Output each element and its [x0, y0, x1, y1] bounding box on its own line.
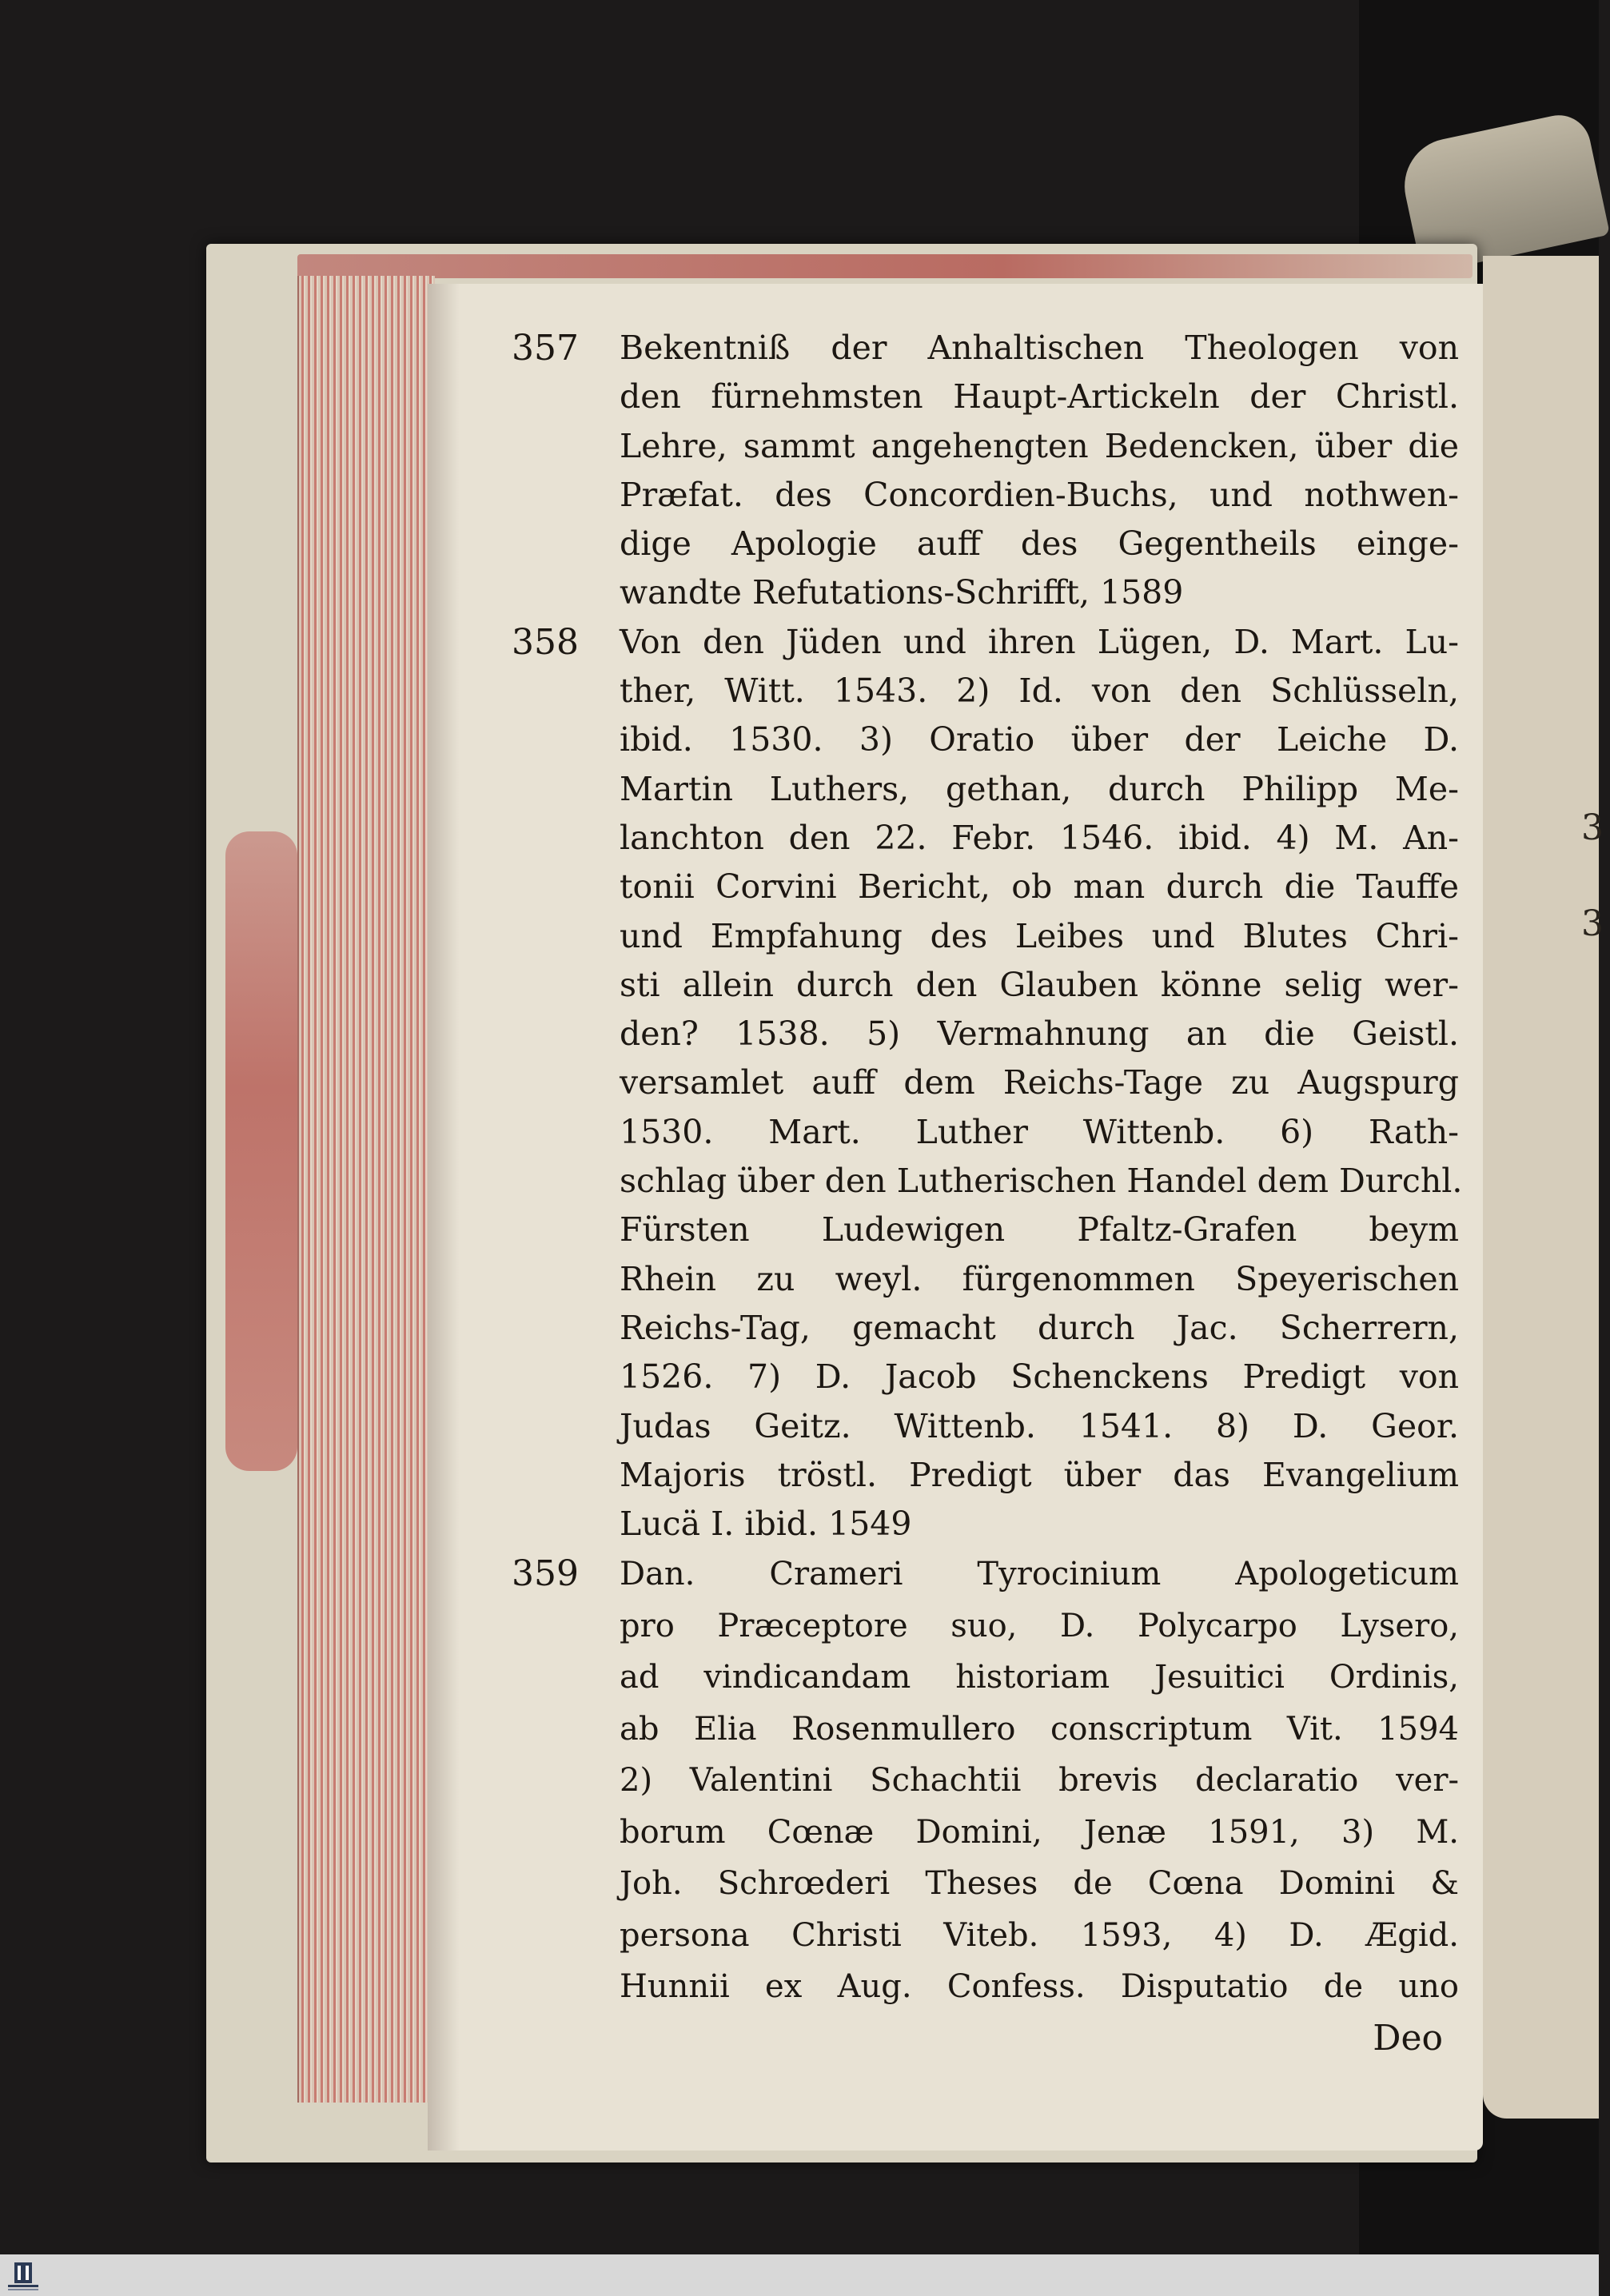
text-line: Judas Geitz. Wittenb. 1541. 8) D. Geor. [620, 1406, 1459, 1445]
text-line: 1530. Mart. Luther Wittenb. 6) Rath- [620, 1112, 1459, 1151]
entry-text [620, 1549, 1459, 2013]
entry-number: 357 [512, 328, 579, 369]
text-line: sti allein durch den Glauben könne selig wer- [620, 965, 1459, 1004]
text-line: dige Apologie auff des Gegentheils einge- [620, 524, 1459, 564]
text-line: Lucä I. ibid. 1549 [620, 1505, 912, 1544]
page-edges-red [297, 276, 435, 2103]
facing-page-glyph: 3 [1581, 903, 1604, 944]
text-line: Reichs-Tag, gemacht durch Jac. Scherrern, [620, 1308, 1459, 1347]
text-line: 2) Valentini Schachtii brevis declaratio ver- [620, 1762, 1459, 1800]
text-line: den? 1538. 5) Vermahnung an die Geistl. [620, 1014, 1459, 1054]
text-line: Majoris tröstl. Predigt über das Evangelium [620, 1455, 1459, 1494]
catalog-entry [512, 618, 1463, 1549]
entry-text [620, 324, 1459, 618]
text-line: Von den Jüden und ihren Lügen, D. Mart. Lu- [620, 622, 1459, 661]
text-line: ab Elia Rosenmullero conscriptum Vit. 1594 [620, 1710, 1459, 1748]
text-line: Hunnii ex Aug. Confess. Disputatio de uno [620, 1968, 1459, 2006]
cover-red-stain [225, 831, 297, 1471]
text-line: Martin Luthers, gethan, durch Philipp Me- [620, 769, 1459, 808]
gutter-shadow [428, 284, 460, 2151]
page-top-edge [297, 254, 1473, 278]
catchword: Deo [1373, 2017, 1443, 2059]
text-line: Bekentniß der Anhaltischen Theologen von [620, 329, 1459, 367]
entry-number: 359 [512, 1553, 579, 1595]
text-line: den fürnehmsten Haupt-Artickeln der Christl. [620, 377, 1459, 417]
entry-text [620, 618, 1463, 1549]
text-line: Dan. Crameri Tyrocinium Apologeticum [620, 1556, 1459, 1593]
text-line: 1526. 7) D. Jacob Schenckens Predigt von [620, 1357, 1459, 1397]
page-text [512, 324, 1463, 2064]
library-logo-icon [3, 2258, 43, 2293]
text-line: Præfat. des Concordien-Buchs, und nothwen- [620, 475, 1459, 514]
text-line: wandte Refutations-Schrifft, 1589 [620, 573, 1184, 612]
text-line: Fürsten Ludewigen Pfaltz-Grafen beym [620, 1210, 1459, 1250]
text-line: ad vindicandam historiam Jesuitici Ordinis, [620, 1659, 1459, 1696]
text-line: und Empfahung des Leibes und Blutes Chri- [620, 916, 1459, 955]
viewer-footer-bar [0, 2254, 1599, 2296]
catalog-entry [512, 324, 1459, 618]
text-line: borum Cœnæ Domini, Jenæ 1591, 3) M. [620, 1813, 1459, 1851]
text-line: lanchton den 22. Febr. 1546. ibid. 4) M. An- [620, 818, 1459, 857]
text-line: tonii Corvini Bericht, ob man durch die Tauffe [620, 867, 1459, 907]
text-line: pro Præceptore suo, D. Polycarpo Lysero, [620, 1607, 1459, 1644]
text-line: Rhein zu weyl. fürgenommen Speyerischen [620, 1259, 1459, 1298]
text-line: Lehre, sammt angehengten Bedencken, über die [620, 426, 1459, 465]
entry-number: 358 [512, 621, 579, 663]
facing-page-glyph: 3 [1581, 807, 1604, 848]
text-line: ibid. 1530. 3) Oratio über der Leiche D. [620, 720, 1459, 759]
text-line: ther, Witt. 1543. 2) Id. von den Schlüsseln, [620, 672, 1459, 711]
text-line: persona Christi Viteb. 1593, 4) D. Ægid. [620, 1916, 1459, 1954]
text-line: versamlet auff dem Reichs-Tage zu Augspurg [620, 1063, 1459, 1102]
text-line: Joh. Schrœderi Theses de Cœna Domini & [620, 1865, 1459, 1903]
text-line: schlag über den Lutherischen Handel dem Durchl. [620, 1162, 1463, 1201]
facing-page-edge [1483, 256, 1599, 2119]
catalog-entry [512, 1549, 1459, 2013]
